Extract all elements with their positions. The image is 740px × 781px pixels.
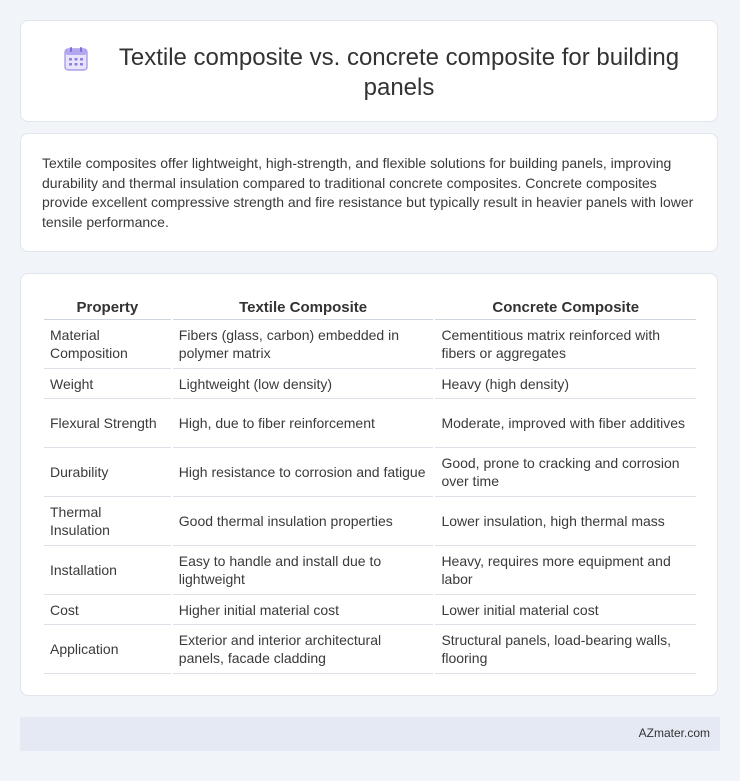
header-concrete: Concrete Composite bbox=[435, 293, 696, 320]
textile-cell: High resistance to corrosion and fatigue bbox=[173, 448, 434, 497]
table-row bbox=[44, 625, 696, 674]
property-cell: Thermal Insulation bbox=[44, 497, 171, 546]
table-row bbox=[44, 399, 696, 448]
property-cell: Application bbox=[44, 625, 171, 674]
concrete-cell: Moderate, improved with fiber additives bbox=[435, 399, 696, 448]
title-wrap bbox=[21, 43, 717, 103]
description-text: Textile composites offer lightweight, high-strength, and flexible solutions for building panels, improving durability and thermal insulation compared to traditional concrete composites. Concrete composites provide excellent compressive strength and fire resistance but typically result in heavier panels with lower tensile performance. bbox=[42, 155, 694, 230]
property-cell: Cost bbox=[44, 595, 171, 625]
textile-cell: Easy to handle and install due to lightweight bbox=[173, 546, 434, 595]
table-row bbox=[44, 320, 696, 369]
comparison-card bbox=[20, 273, 718, 696]
page-title: Textile composite vs. concrete composite for building panels bbox=[118, 44, 680, 101]
textile-cell: Exterior and interior architectural panels, facade cladding bbox=[173, 625, 434, 674]
header-property: Property bbox=[44, 293, 171, 320]
textile-cell: Good thermal insulation properties bbox=[173, 497, 434, 546]
comparison-table bbox=[42, 293, 698, 674]
footer-brand[interactable]: AZmater.com bbox=[638, 726, 710, 740]
table-row bbox=[44, 448, 696, 497]
table-header-row bbox=[44, 293, 696, 320]
property-cell: Weight bbox=[44, 369, 171, 399]
table-row bbox=[44, 497, 696, 546]
header-textile: Textile Composite bbox=[173, 293, 434, 320]
property-cell: Installation bbox=[44, 546, 171, 595]
table-row bbox=[44, 595, 696, 625]
footer bbox=[20, 717, 720, 751]
concrete-cell: Lower initial material cost bbox=[435, 595, 696, 625]
property-cell: Durability bbox=[44, 448, 171, 497]
table-row bbox=[44, 546, 696, 595]
concrete-cell: Structural panels, load-bearing walls, flooring bbox=[435, 625, 696, 674]
concrete-cell: Heavy, requires more equipment and labor bbox=[435, 546, 696, 595]
concrete-cell: Good, prone to cracking and corrosion over time bbox=[435, 448, 696, 497]
description-card bbox=[20, 133, 718, 252]
concrete-cell: Cementitious matrix reinforced with fibers or aggregates bbox=[435, 320, 696, 369]
table-row bbox=[44, 369, 696, 399]
textile-cell: Higher initial material cost bbox=[173, 595, 434, 625]
property-cell: Material Composition bbox=[44, 320, 171, 369]
concrete-cell: Lower insulation, high thermal mass bbox=[435, 497, 696, 546]
title-card bbox=[20, 20, 718, 122]
property-cell: Flexural Strength bbox=[44, 399, 171, 448]
textile-cell: High, due to fiber reinforcement bbox=[173, 399, 434, 448]
textile-cell: Lightweight (low density) bbox=[173, 369, 434, 399]
textile-cell: Fibers (glass, carbon) embedded in polymer matrix bbox=[173, 320, 434, 369]
concrete-cell: Heavy (high density) bbox=[435, 369, 696, 399]
